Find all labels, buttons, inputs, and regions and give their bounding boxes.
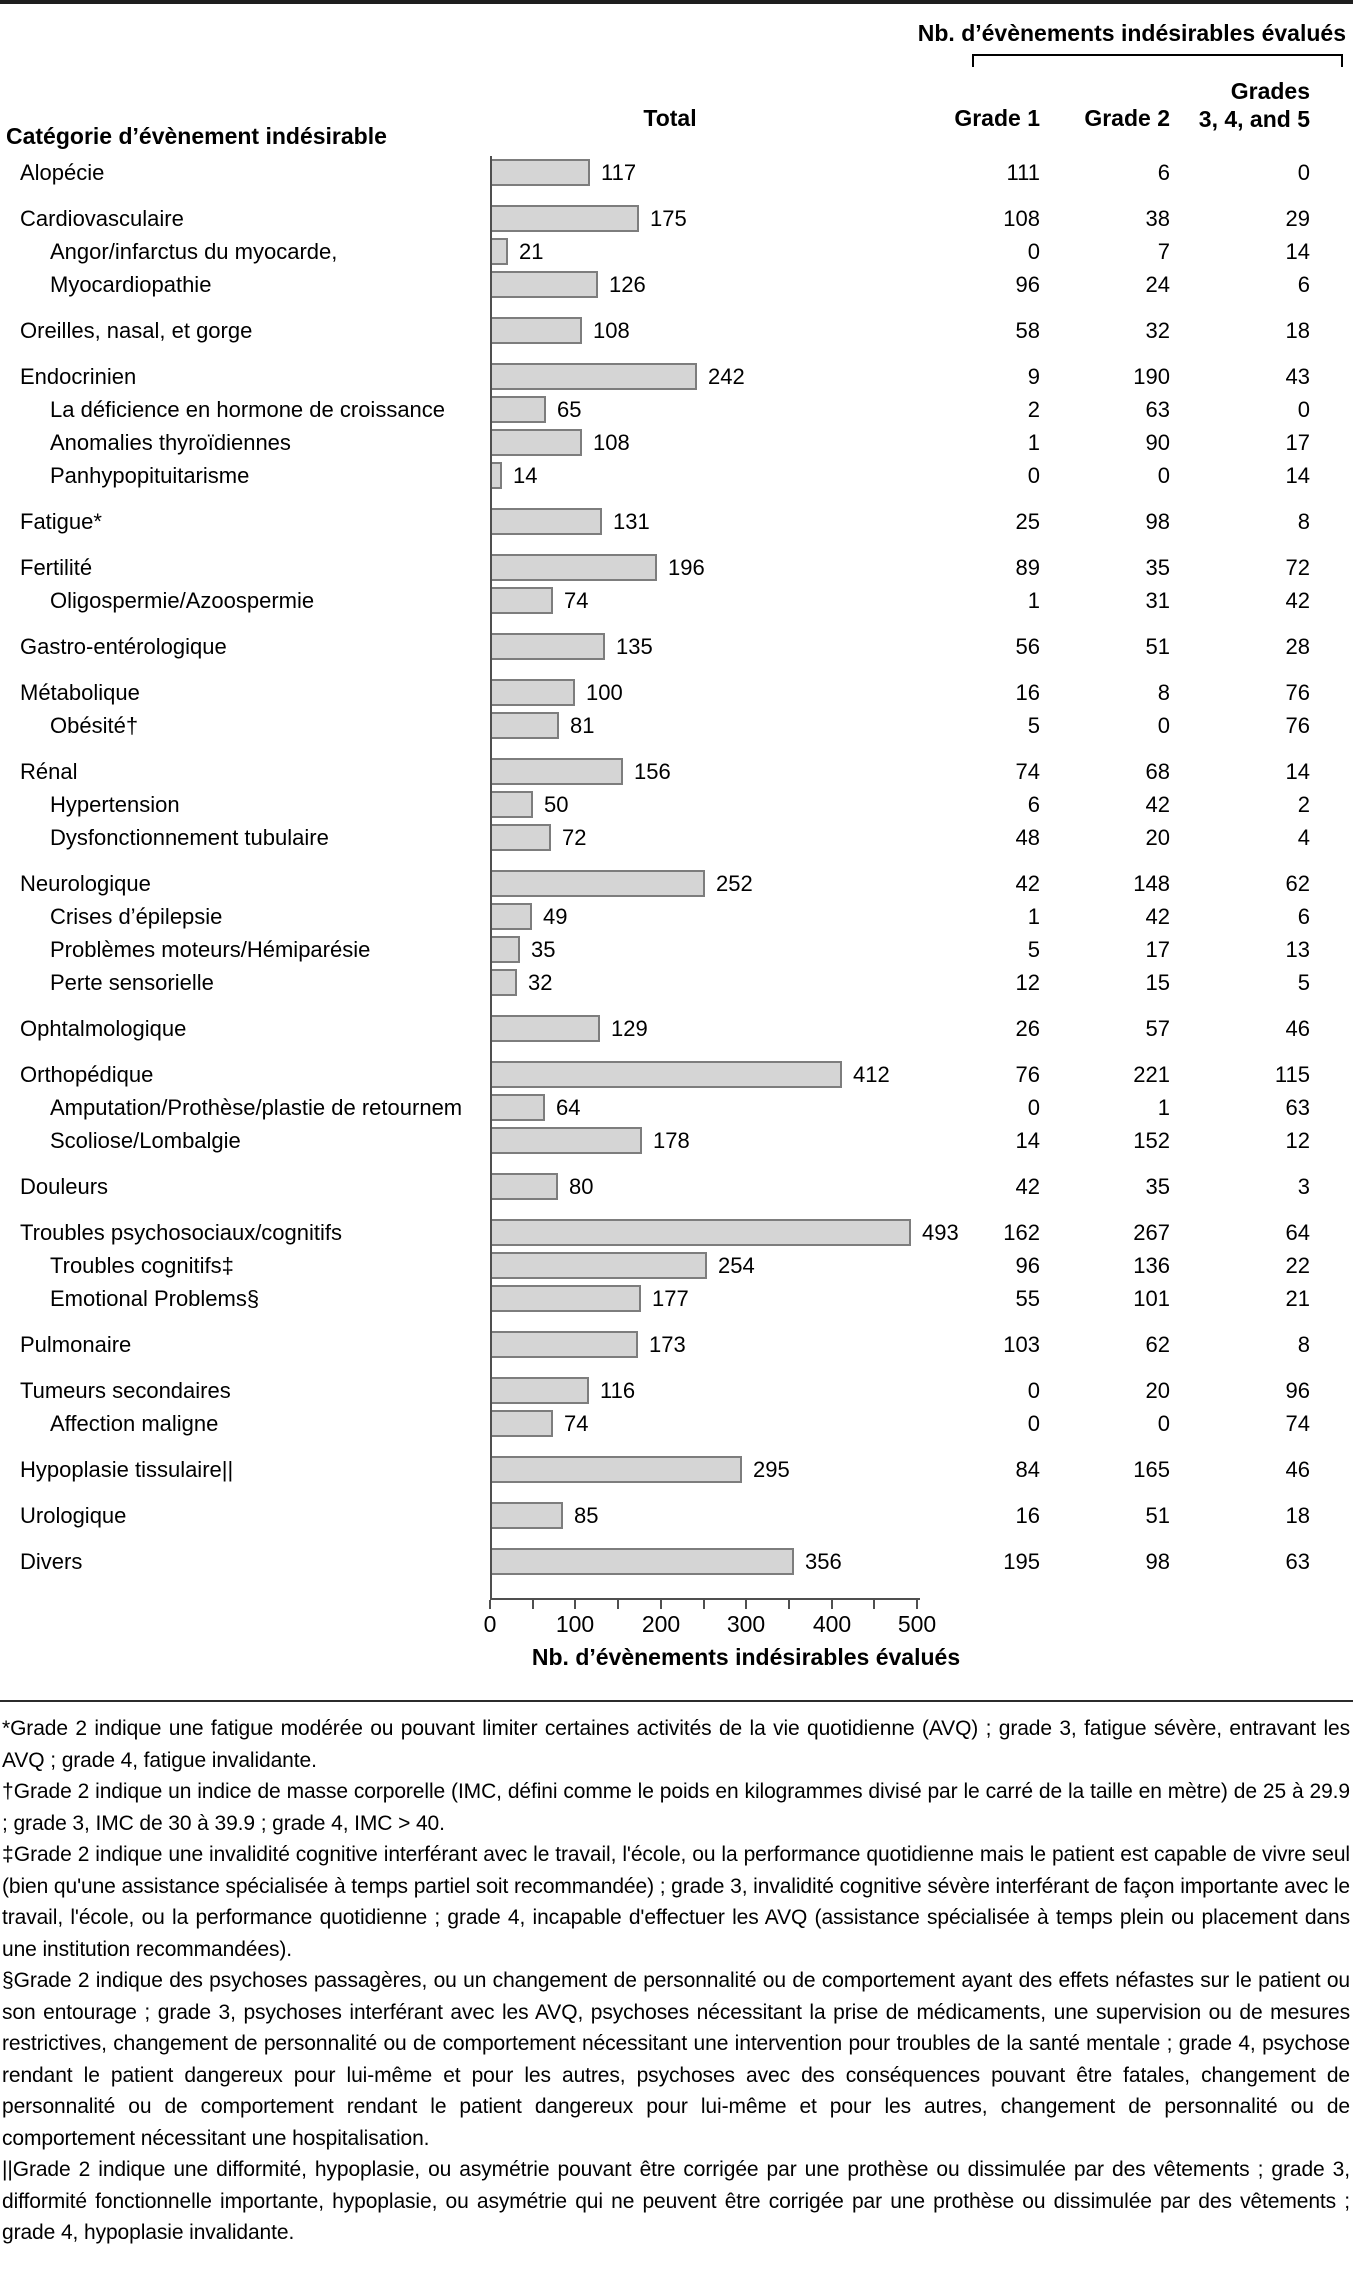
grade345-value: 8: [1297, 509, 1310, 534]
x-axis-tick: [660, 1600, 662, 1609]
grades-bracket-title: Nb. d’évènements indésirables évalués: [917, 20, 1346, 46]
category-label: Hypoplasie tissulaire||: [20, 1457, 234, 1482]
grade345-value: 6: [1297, 904, 1310, 929]
category-label: Gastro-entérologique: [20, 634, 227, 659]
top-border-line: [0, 0, 1353, 4]
grade1-value: 103: [1003, 1332, 1040, 1357]
grade345-value: 62: [1285, 871, 1310, 896]
grade2-value: 136: [1133, 1253, 1170, 1278]
footnote-separator-line: [0, 1700, 1353, 1702]
x-axis-tick: [873, 1600, 875, 1609]
total-bar: [490, 1094, 545, 1121]
total-value: 196: [668, 555, 705, 580]
grade345-value: 14: [1285, 239, 1310, 264]
grade2-value: 20: [1145, 1378, 1170, 1403]
total-bar: [490, 271, 598, 298]
category-label: Neurologique: [20, 871, 151, 896]
grade1-value: 1: [1027, 904, 1040, 929]
total-bar: [490, 936, 520, 963]
total-value: 356: [805, 1549, 842, 1574]
grade2-value: 101: [1133, 1286, 1170, 1311]
grade345-value: 14: [1285, 759, 1310, 784]
footnote: *Grade 2 indique une fatigue modérée ou pouvant limiter certaines activités de la vie quotidienne (AVQ) ; grade 3, fatigue sévère, entravant les AVQ ; grade 4, fatigue invalidante.: [2, 1717, 1350, 1772]
total-value: 74: [564, 1411, 589, 1436]
grade345-value: 4: [1297, 825, 1310, 850]
grade1-value: 76: [1015, 1062, 1040, 1087]
grade2-value: 7: [1157, 239, 1170, 264]
total-bar: [490, 554, 657, 581]
grade345-value: 46: [1285, 1016, 1310, 1041]
total-bar: [490, 205, 639, 232]
total-value: 493: [922, 1220, 959, 1245]
category-label: Pulmonaire: [20, 1332, 132, 1357]
total-value: 100: [586, 680, 623, 705]
grade1-value: 5: [1027, 937, 1040, 962]
category-label: Troubles psychosociaux/cognitifs: [20, 1220, 343, 1245]
grade345-value: 18: [1285, 1503, 1310, 1528]
grade1-value: 1: [1027, 430, 1040, 455]
total-value: 135: [616, 634, 653, 659]
total-bar: [490, 758, 623, 785]
category-label: Emotional Problems§: [50, 1286, 260, 1311]
total-bar: [490, 238, 508, 265]
grade1-value: 96: [1015, 272, 1040, 297]
grade2-value: 38: [1145, 206, 1170, 231]
chart-row: [0, 584, 1353, 617]
grade2-value: 221: [1133, 1062, 1170, 1087]
chart-row: [0, 551, 1353, 584]
grade345-value: 46: [1285, 1457, 1310, 1482]
total-value: 74: [564, 588, 589, 613]
column-header-grade1: Grade 1: [954, 105, 1040, 131]
total-value: 21: [519, 239, 544, 264]
total-bar: [490, 396, 546, 423]
chart-row: [0, 1249, 1353, 1282]
category-label: Douleurs: [20, 1174, 109, 1199]
grade1-value: 111: [1006, 160, 1040, 185]
total-value: 242: [708, 364, 745, 389]
grade2-value: 62: [1145, 1332, 1170, 1357]
column-header-grades345-line2: 3, 4, and 5: [1198, 106, 1310, 132]
chart-row: [0, 1124, 1353, 1157]
grade1-value: 25: [1015, 509, 1040, 534]
grade345-value: 42: [1285, 588, 1310, 613]
x-axis-tick: [831, 1600, 833, 1609]
total-bar: [490, 1219, 911, 1246]
category-label: Troubles cognitifs‡: [50, 1253, 234, 1278]
chart-rows: [0, 156, 1353, 1578]
chart-row: [0, 459, 1353, 492]
grade1-value: 0: [1027, 1411, 1040, 1436]
grade2-value: 90: [1145, 430, 1170, 455]
grade2-value: 190: [1133, 364, 1170, 389]
grade1-value: 16: [1015, 1503, 1040, 1528]
grade345-value: 63: [1285, 1549, 1310, 1574]
chart-row: [0, 1499, 1353, 1532]
grade345-value: 96: [1285, 1378, 1310, 1403]
grade345-value: 72: [1285, 555, 1310, 580]
total-value: 117: [601, 160, 637, 185]
grade2-value: 57: [1145, 1016, 1170, 1041]
x-axis-tick: [745, 1600, 747, 1609]
grade2-value: 148: [1133, 871, 1170, 896]
category-label: Métabolique: [20, 680, 140, 705]
grade345-value: 76: [1285, 680, 1310, 705]
category-label: Affection maligne: [50, 1411, 219, 1436]
grade2-value: 1: [1157, 1095, 1170, 1120]
total-value: 64: [556, 1095, 581, 1120]
grade2-value: 98: [1145, 509, 1170, 534]
chart-row: [0, 505, 1353, 538]
category-label: Oligospermie/Azoospermie: [50, 588, 315, 613]
total-bar: [490, 1377, 589, 1404]
total-bar: [490, 317, 582, 344]
total-bar: [490, 969, 517, 996]
x-axis-tick: [617, 1600, 619, 1609]
x-axis-tick-label: 0: [483, 1611, 497, 1637]
category-label: Anomalies thyroïdiennes: [50, 430, 291, 455]
x-axis-tick: [703, 1600, 705, 1609]
grade2-value: 20: [1145, 825, 1170, 850]
x-axis-tick: [489, 1600, 491, 1609]
x-axis-tick: [574, 1600, 576, 1609]
grade345-value: 29: [1285, 206, 1310, 231]
total-bar: [490, 903, 532, 930]
grade1-value: 9: [1027, 364, 1040, 389]
chart-row: [0, 1407, 1353, 1440]
x-axis-tick: [916, 1600, 918, 1609]
x-axis-title: Nb. d’évènements indésirables évalués: [531, 1644, 961, 1670]
grade2-value: 51: [1145, 634, 1170, 659]
total-value: 173: [649, 1332, 686, 1357]
grade1-value: 195: [1003, 1549, 1040, 1574]
total-bar: [490, 870, 705, 897]
footnotes-block: [2, 1713, 1350, 2249]
grade1-value: 0: [1027, 239, 1040, 264]
x-axis-tick: [532, 1600, 534, 1609]
grade345-value: 0: [1297, 397, 1310, 422]
x-axis-tick-label: 100: [555, 1611, 595, 1637]
chart-row: [0, 900, 1353, 933]
total-bar: [490, 1015, 600, 1042]
category-label: Tumeurs secondaires: [20, 1378, 231, 1403]
chart-row: [0, 755, 1353, 788]
total-value: 49: [543, 904, 568, 929]
grade1-value: 162: [1003, 1220, 1040, 1245]
total-value: 252: [716, 871, 753, 896]
total-bar: [490, 679, 575, 706]
grade2-value: 35: [1145, 1174, 1170, 1199]
chart-row: [0, 360, 1353, 393]
grade345-value: 18: [1285, 318, 1310, 343]
grade1-value: 14: [1015, 1128, 1040, 1153]
total-value: 254: [718, 1253, 755, 1278]
category-label: Angor/infarctus du myocarde,: [50, 239, 338, 264]
chart-row: [0, 1282, 1353, 1315]
grade345-value: 8: [1297, 1332, 1310, 1357]
grade1-value: 74: [1015, 759, 1040, 784]
grade2-value: 68: [1145, 759, 1170, 784]
grade2-value: 0: [1157, 1411, 1170, 1436]
grade1-value: 2: [1027, 397, 1040, 422]
total-value: 81: [570, 713, 595, 738]
total-value: 177: [652, 1286, 689, 1311]
total-value: 126: [609, 272, 646, 297]
grade1-value: 5: [1027, 713, 1040, 738]
grade2-value: 98: [1145, 1549, 1170, 1574]
x-axis-tick-label: 300: [726, 1611, 766, 1637]
category-label: Dysfonctionnement tubulaire: [50, 825, 329, 850]
grade2-value: 6: [1157, 160, 1170, 185]
grade2-value: 32: [1145, 318, 1170, 343]
grade1-value: 12: [1015, 970, 1040, 995]
total-value: 175: [650, 206, 687, 231]
category-label: Fatigue*: [20, 509, 102, 534]
column-header-grades345-line1: Grades: [1230, 78, 1310, 104]
total-bar: [490, 429, 582, 456]
grade1-value: 42: [1015, 871, 1040, 896]
y-axis-line: [490, 156, 492, 1600]
grade345-value: 63: [1285, 1095, 1310, 1120]
total-bar: [490, 1127, 642, 1154]
column-header-total: Total: [643, 105, 697, 131]
grade2-value: 42: [1145, 792, 1170, 817]
grade345-value: 76: [1285, 713, 1310, 738]
grade345-value: 6: [1297, 272, 1310, 297]
category-label: Myocardiopathie: [50, 272, 212, 297]
grade2-value: 24: [1145, 272, 1170, 297]
grade2-value: 165: [1133, 1457, 1170, 1482]
chart-row: [0, 1545, 1353, 1578]
total-bar: [490, 1456, 742, 1483]
x-axis-tick-label: 200: [641, 1611, 681, 1637]
total-value: 85: [574, 1503, 599, 1528]
grade345-value: 115: [1274, 1062, 1310, 1087]
total-bar: [490, 824, 551, 851]
chart-row: [0, 709, 1353, 742]
chart-row: [0, 393, 1353, 426]
grade1-value: 0: [1027, 1095, 1040, 1120]
category-label: Ophtalmologique: [20, 1016, 187, 1041]
grade1-value: 56: [1015, 634, 1040, 659]
x-axis-tick: [788, 1600, 790, 1609]
total-bar: [490, 1285, 641, 1312]
chart-row: [0, 268, 1353, 301]
grade2-value: 35: [1145, 555, 1170, 580]
grade345-value: 64: [1285, 1220, 1310, 1245]
grade2-value: 31: [1145, 588, 1170, 613]
footnote: ‡Grade 2 indique une invalidité cognitive interférant avec le travail, l'école, ou la performance quotidienne mais le patient est capable de vivre seul (bien qu'une assistance spécialisée à temps partiel soit recommandée) ; grade 3, invalidité cognitive sévère interférant de façon importante avec le travail, l'école, ou la performance quotidienne ; grade 4, incapable d'effectuer les AVQ (assistance spécialisée à temps plein ou placement dans une institution recommandées).: [2, 1843, 1350, 1961]
category-label: Problèmes moteurs/Hémiparésie: [50, 937, 371, 962]
grade2-value: 63: [1145, 397, 1170, 422]
total-bar: [490, 1173, 558, 1200]
total-bar: [490, 1252, 707, 1279]
chart-row: [0, 821, 1353, 854]
footnote: ||Grade 2 indique une difformité, hypoplasie, ou asymétrie pouvant être corrigée par une prothèse ou dissimulée par des vêtements ; grade 3, difformité fonctionnelle importante, hypoplasie, ou asymétrie qui ne peuvent être corrigée par une prothèse ou dissimulée par des vêtements ; grade 4, hypoplasie invalidante.: [2, 2158, 1350, 2244]
chart-row: [0, 867, 1353, 900]
chart-row: [0, 1058, 1353, 1091]
total-bar: [490, 1061, 842, 1088]
category-label: Orthopédique: [20, 1062, 154, 1087]
grade345-value: 22: [1285, 1253, 1310, 1278]
grade1-value: 48: [1015, 825, 1040, 850]
category-label: Urologique: [20, 1503, 127, 1528]
category-label: Perte sensorielle: [50, 970, 214, 995]
chart-row: [0, 202, 1353, 235]
chart-row: [0, 1374, 1353, 1407]
grade1-value: 16: [1015, 680, 1040, 705]
total-bar: [490, 1331, 638, 1358]
chart-row: [0, 314, 1353, 347]
category-label: Scoliose/Lombalgie: [50, 1128, 241, 1153]
grade345-value: 3: [1297, 1174, 1310, 1199]
grade1-value: 89: [1015, 555, 1040, 580]
total-value: 65: [557, 397, 582, 422]
total-value: 80: [569, 1174, 594, 1199]
total-value: 14: [513, 463, 538, 488]
grade345-value: 17: [1285, 430, 1310, 455]
footnote: †Grade 2 indique un indice de masse corporelle (IMC, défini comme le poids en kilogrammes divisé par le carré de la taille en mètre) de 25 à 29.9 ; grade 3, IMC de 30 à 39.9 ; grade 4, IMC > 40.: [2, 1780, 1350, 1835]
total-value: 116: [600, 1378, 636, 1403]
x-axis-line: [490, 1598, 920, 1600]
chart-row: [0, 676, 1353, 709]
category-label: Alopécie: [20, 160, 105, 185]
total-value: 131: [613, 509, 650, 534]
chart-row: [0, 966, 1353, 999]
category-label: Fertilité: [20, 555, 93, 580]
total-bar: [490, 712, 559, 739]
grade2-value: 51: [1145, 1503, 1170, 1528]
grade2-value: 267: [1133, 1220, 1170, 1245]
grade345-value: 74: [1285, 1411, 1310, 1436]
chart-row: [0, 235, 1353, 268]
category-label: Endocrinien: [20, 364, 137, 389]
category-label: Hypertension: [50, 792, 180, 817]
grade1-value: 1: [1027, 588, 1040, 613]
category-label: Panhypopituitarisme: [50, 463, 250, 488]
total-value: 35: [531, 937, 556, 962]
grade345-value: 28: [1285, 634, 1310, 659]
total-value: 50: [544, 792, 569, 817]
total-bar: [490, 159, 590, 186]
total-bar: [490, 791, 533, 818]
grade345-value: 0: [1297, 160, 1310, 185]
chart-row: [0, 1216, 1353, 1249]
total-bar: [490, 1410, 553, 1437]
x-axis-tick-label: 500: [897, 1611, 937, 1637]
grade1-value: 55: [1015, 1286, 1040, 1311]
grade1-value: 6: [1027, 792, 1040, 817]
category-label: Divers: [20, 1549, 83, 1574]
grade2-value: 8: [1157, 680, 1170, 705]
total-value: 178: [653, 1128, 690, 1153]
category-label: Crises d’épilepsie: [50, 904, 223, 929]
column-header-grade2: Grade 2: [1084, 105, 1170, 131]
chart-row: [0, 1170, 1353, 1203]
category-label: Rénal: [20, 759, 78, 784]
chart-row: [0, 788, 1353, 821]
category-label: Amputation/Prothèse/plastie de retournem: [50, 1095, 463, 1120]
chart-row: [0, 1453, 1353, 1486]
grade1-value: 0: [1027, 463, 1040, 488]
grade1-value: 108: [1003, 206, 1040, 231]
grade345-value: 21: [1285, 1286, 1310, 1311]
grade2-value: 17: [1145, 937, 1170, 962]
total-value: 72: [562, 825, 587, 850]
grade1-value: 58: [1015, 318, 1040, 343]
grade2-value: 152: [1133, 1128, 1170, 1153]
category-label: Cardiovasculaire: [20, 206, 184, 231]
grades-bracket: [972, 54, 1343, 67]
grade345-value: 14: [1285, 463, 1310, 488]
column-header-category: Catégorie d’évènement indésirable: [6, 123, 387, 149]
chart-row: [0, 630, 1353, 663]
grade345-value: 43: [1285, 364, 1310, 389]
total-value: 295: [753, 1457, 790, 1482]
grade2-value: 15: [1145, 970, 1170, 995]
total-bar: [490, 1548, 794, 1575]
grade1-value: 0: [1027, 1378, 1040, 1403]
chart-row: [0, 156, 1353, 189]
x-axis-tick-label: 400: [812, 1611, 852, 1637]
footnote: §Grade 2 indique des psychoses passagères, ou un changement de personnalité ou de comportement ayant des effets néfastes sur le patient ou son entourage ; grade 3, psychoses interférant avec les AVQ, psychoses nécessitant la prise de médicaments, une supervision ou de mesures restrictives, changement de personnalité ou de comportement nécessitant une intervention pour troubles de la santé mentale ; grade 4, psychose rendant le patient dangereux pour lui-même et pour les autres, psychoses avec des conséquences pouvant être fatales, changement de personnalité ou de comportement rendant le patient dangereux pour lui-même et pour les autres, changement de personnalité ou de comportement nécessitant une hospitalisation.: [2, 1969, 1350, 2150]
grade2-value: 0: [1157, 463, 1170, 488]
chart-row: [0, 1091, 1353, 1124]
grade2-value: 0: [1157, 713, 1170, 738]
total-bar: [490, 363, 697, 390]
grade1-value: 26: [1015, 1016, 1040, 1041]
category-label: Oreilles, nasal, et gorge: [20, 318, 253, 343]
total-value: 129: [611, 1016, 648, 1041]
total-value: 108: [593, 430, 630, 455]
total-bar: [490, 508, 602, 535]
column-header-grades345: [1140, 77, 1310, 133]
total-value: 32: [528, 970, 553, 995]
total-bar: [490, 1502, 563, 1529]
category-label: La déficience en hormone de croissance: [50, 397, 446, 422]
grade1-value: 96: [1015, 1253, 1040, 1278]
chart-row: [0, 1328, 1353, 1361]
grade345-value: 5: [1297, 970, 1310, 995]
grade1-value: 84: [1015, 1457, 1040, 1482]
grade2-value: 42: [1145, 904, 1170, 929]
total-bar: [490, 587, 553, 614]
chart-row: [0, 1012, 1353, 1045]
chart-row: [0, 426, 1353, 459]
total-value: 108: [593, 318, 630, 343]
total-value: 156: [634, 759, 671, 784]
grade345-value: 13: [1285, 937, 1310, 962]
grade1-value: 42: [1015, 1174, 1040, 1199]
total-value: 412: [853, 1062, 890, 1087]
category-label: Obésité†: [50, 713, 139, 738]
total-bar: [490, 633, 605, 660]
chart-row: [0, 933, 1353, 966]
grade345-value: 12: [1285, 1128, 1310, 1153]
grade345-value: 2: [1297, 792, 1310, 817]
